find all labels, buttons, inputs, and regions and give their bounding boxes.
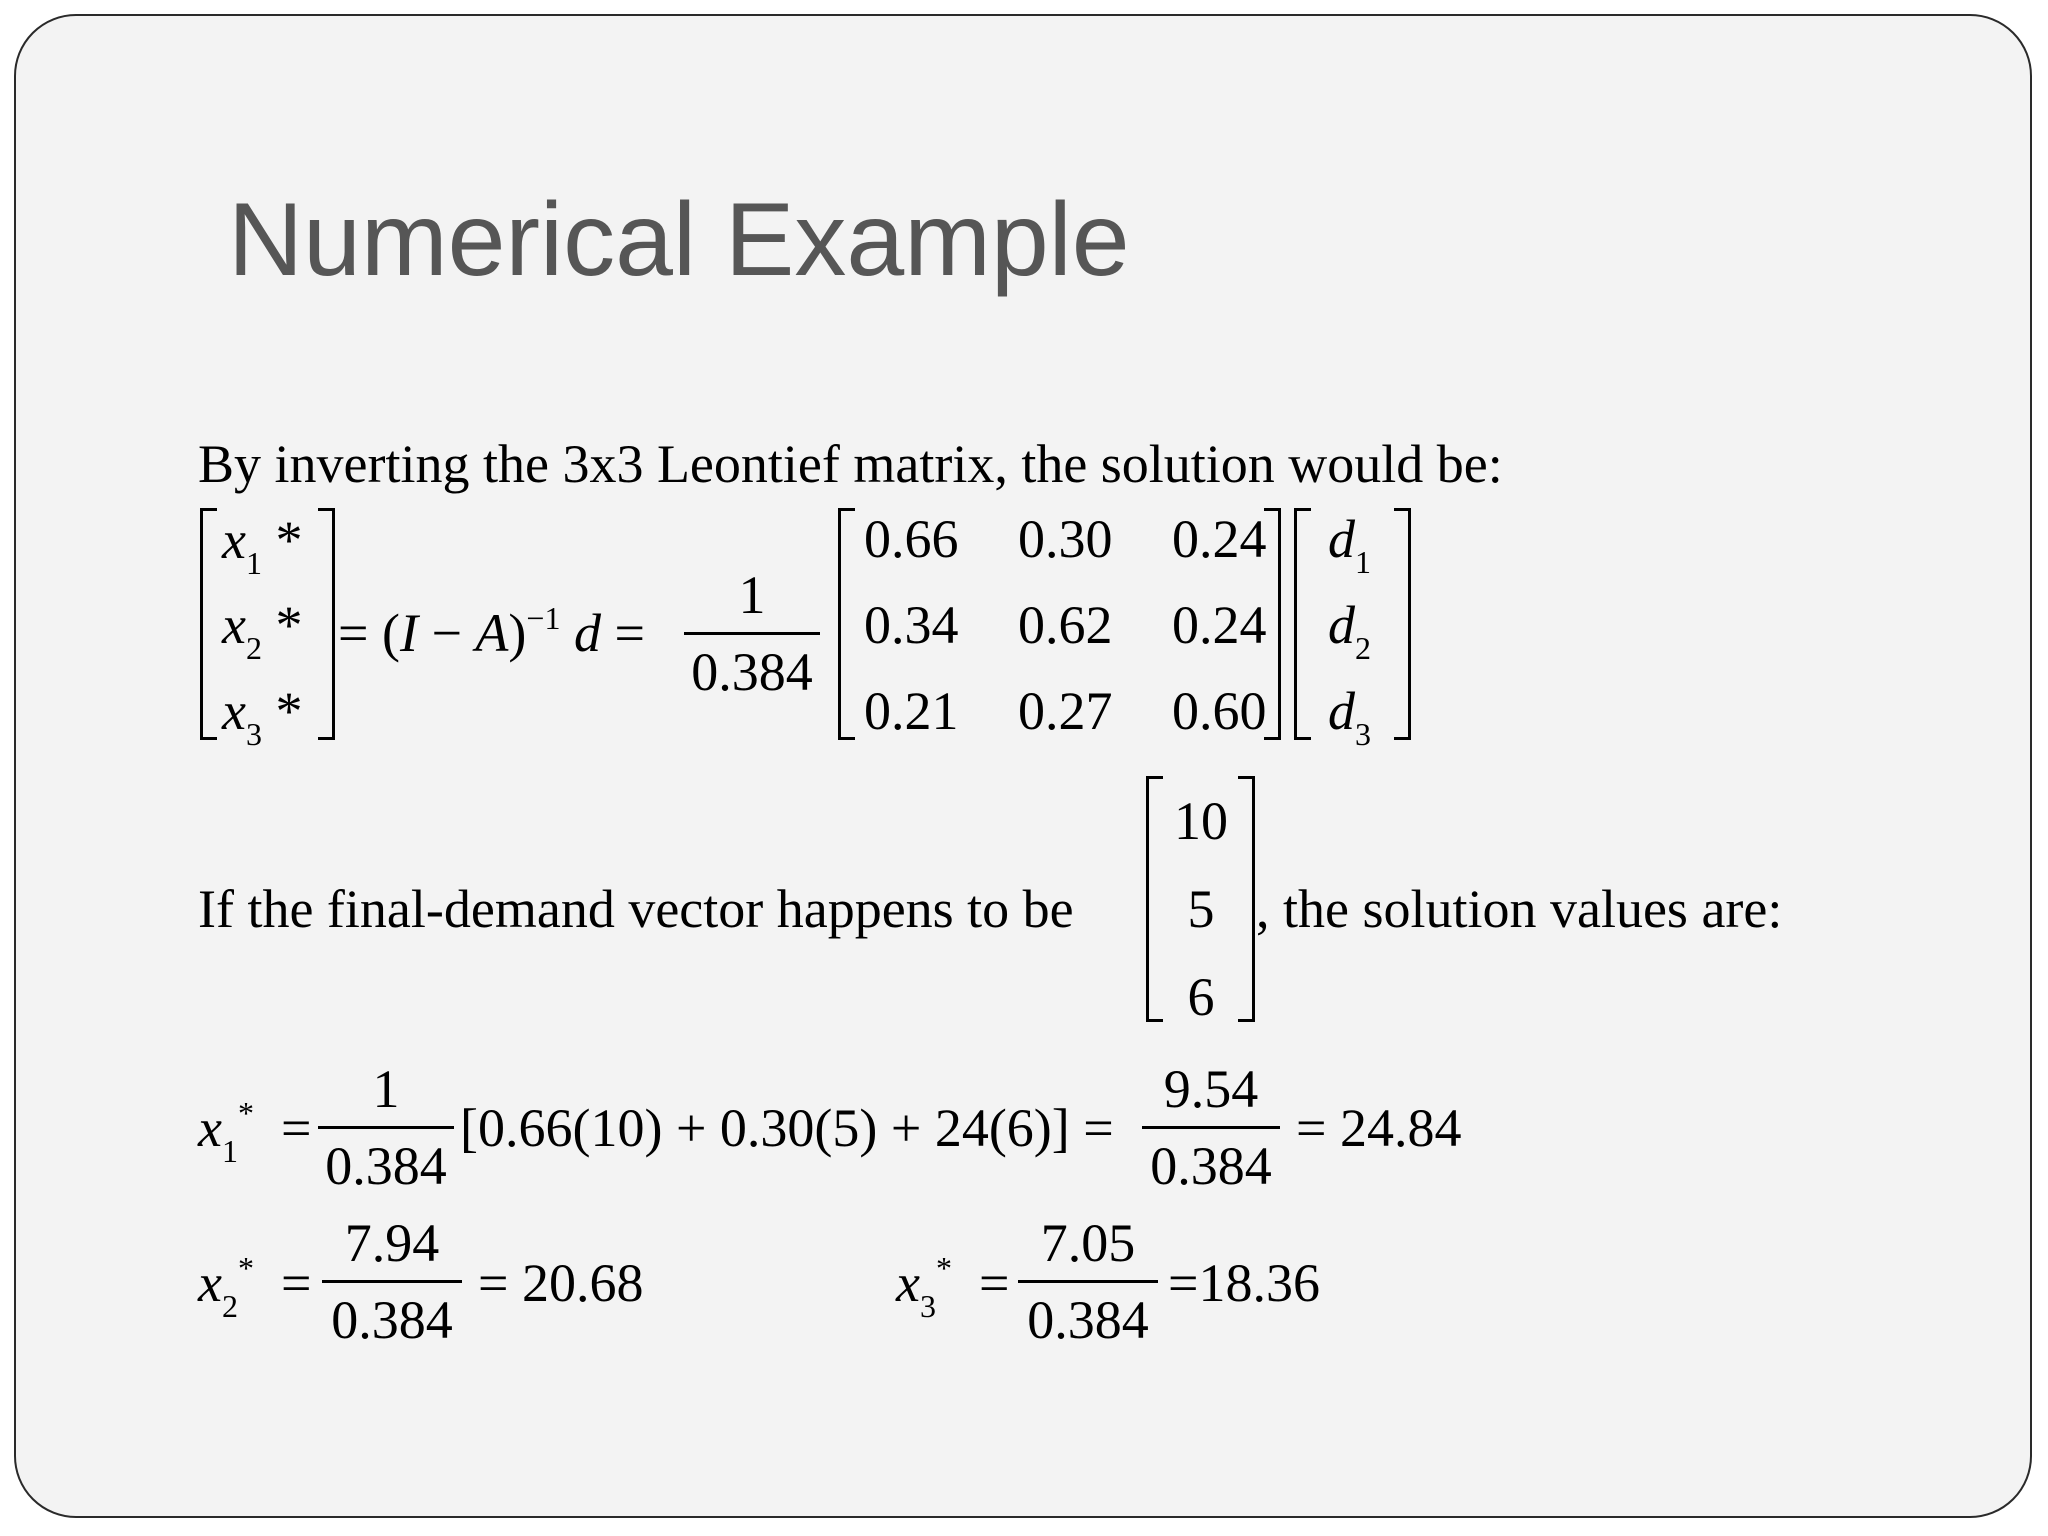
slide-title: Numerical Example (228, 182, 1130, 298)
inverse-expression: = $(I - A)^{-1}$ d = (338, 600, 645, 663)
lhs-x2: $x_2$ * (222, 595, 303, 666)
x3-label: $x_3^*$ = (896, 1250, 1010, 1324)
scalar-numerator: 1 (738, 565, 766, 625)
d-right-bracket (1394, 508, 1411, 740)
demand-value: 6 (1187, 967, 1215, 1027)
x2-fraction (322, 1213, 462, 1350)
x1-denominator-2: 0.384 (1150, 1136, 1272, 1196)
x2-numerator: 7.94 (344, 1213, 440, 1273)
matrix-cell: 0.66 (864, 509, 959, 569)
x1-denominator: 0.384 (325, 1136, 447, 1196)
demand-value: 5 (1187, 879, 1215, 939)
fraction-bar (1142, 1126, 1280, 1129)
x1-result: = 24.84 (1296, 1098, 1462, 1158)
fraction-bar (684, 632, 820, 635)
matrix-cell: 0.60 (1172, 681, 1267, 741)
matrix-cell: 0.62 (1018, 595, 1113, 655)
x2-label: $x_2^*$ = (198, 1250, 312, 1324)
x1-fraction (318, 1059, 454, 1196)
x2-denominator: 0.384 (331, 1290, 453, 1350)
x1-label: $x_1^*$ = (198, 1095, 312, 1169)
d-vector-d1: $d_1$ (1328, 509, 1371, 580)
x2-result: = 20.68 (478, 1253, 644, 1313)
matrix-cell: 0.24 (1172, 595, 1267, 655)
x3-result: =18.36 (1168, 1253, 1320, 1313)
x1-expression: [0.66(10) + 0.30(5) + 24(6)] = (460, 1098, 1114, 1158)
demand-right-bracket (1238, 776, 1255, 1022)
x1-numerator-2: 9.54 (1163, 1059, 1259, 1119)
demand-suffix: , the solution values are: (1256, 879, 1783, 939)
x3-fraction (1018, 1213, 1158, 1350)
fraction-bar (322, 1280, 462, 1283)
d-left-bracket (1294, 508, 1311, 740)
scalar-denominator: 0.384 (691, 642, 813, 702)
matrix-cell: 0.24 (1172, 509, 1267, 569)
fraction-bar (1018, 1280, 1158, 1283)
x1-fraction-2 (1142, 1059, 1280, 1196)
slide (14, 14, 2032, 1518)
matrix-cell: 0.30 (1018, 509, 1113, 569)
x1-numerator: 1 (372, 1059, 400, 1119)
demand-prefix: If the final-demand vector happens to be (198, 879, 1074, 939)
x3-numerator: 7.05 (1040, 1213, 1136, 1273)
x3-denominator: 0.384 (1027, 1290, 1149, 1350)
intro-text: By inverting the 3x3 Leontief matrix, the solution would be: (198, 434, 1503, 494)
matrix-cell: 0.34 (864, 595, 959, 655)
matrix-left-bracket (838, 508, 855, 740)
matrix-cell: 0.27 (1018, 681, 1113, 741)
lhs-left-bracket (200, 508, 217, 740)
matrix-cell: 0.21 (864, 681, 959, 741)
matrix-right-bracket (1264, 508, 1281, 740)
demand-value: 10 (1174, 791, 1228, 851)
lhs-x3: $x_3$ * (222, 681, 303, 752)
scalar-fraction (684, 565, 820, 702)
fraction-bar (318, 1126, 454, 1129)
d-vector-d3: $d_3$ (1328, 681, 1371, 752)
lhs-right-bracket (318, 508, 335, 740)
demand-left-bracket (1146, 776, 1163, 1022)
d-vector-d2: $d_2$ (1328, 595, 1371, 666)
lhs-x1: $x_1$ * (222, 510, 303, 581)
